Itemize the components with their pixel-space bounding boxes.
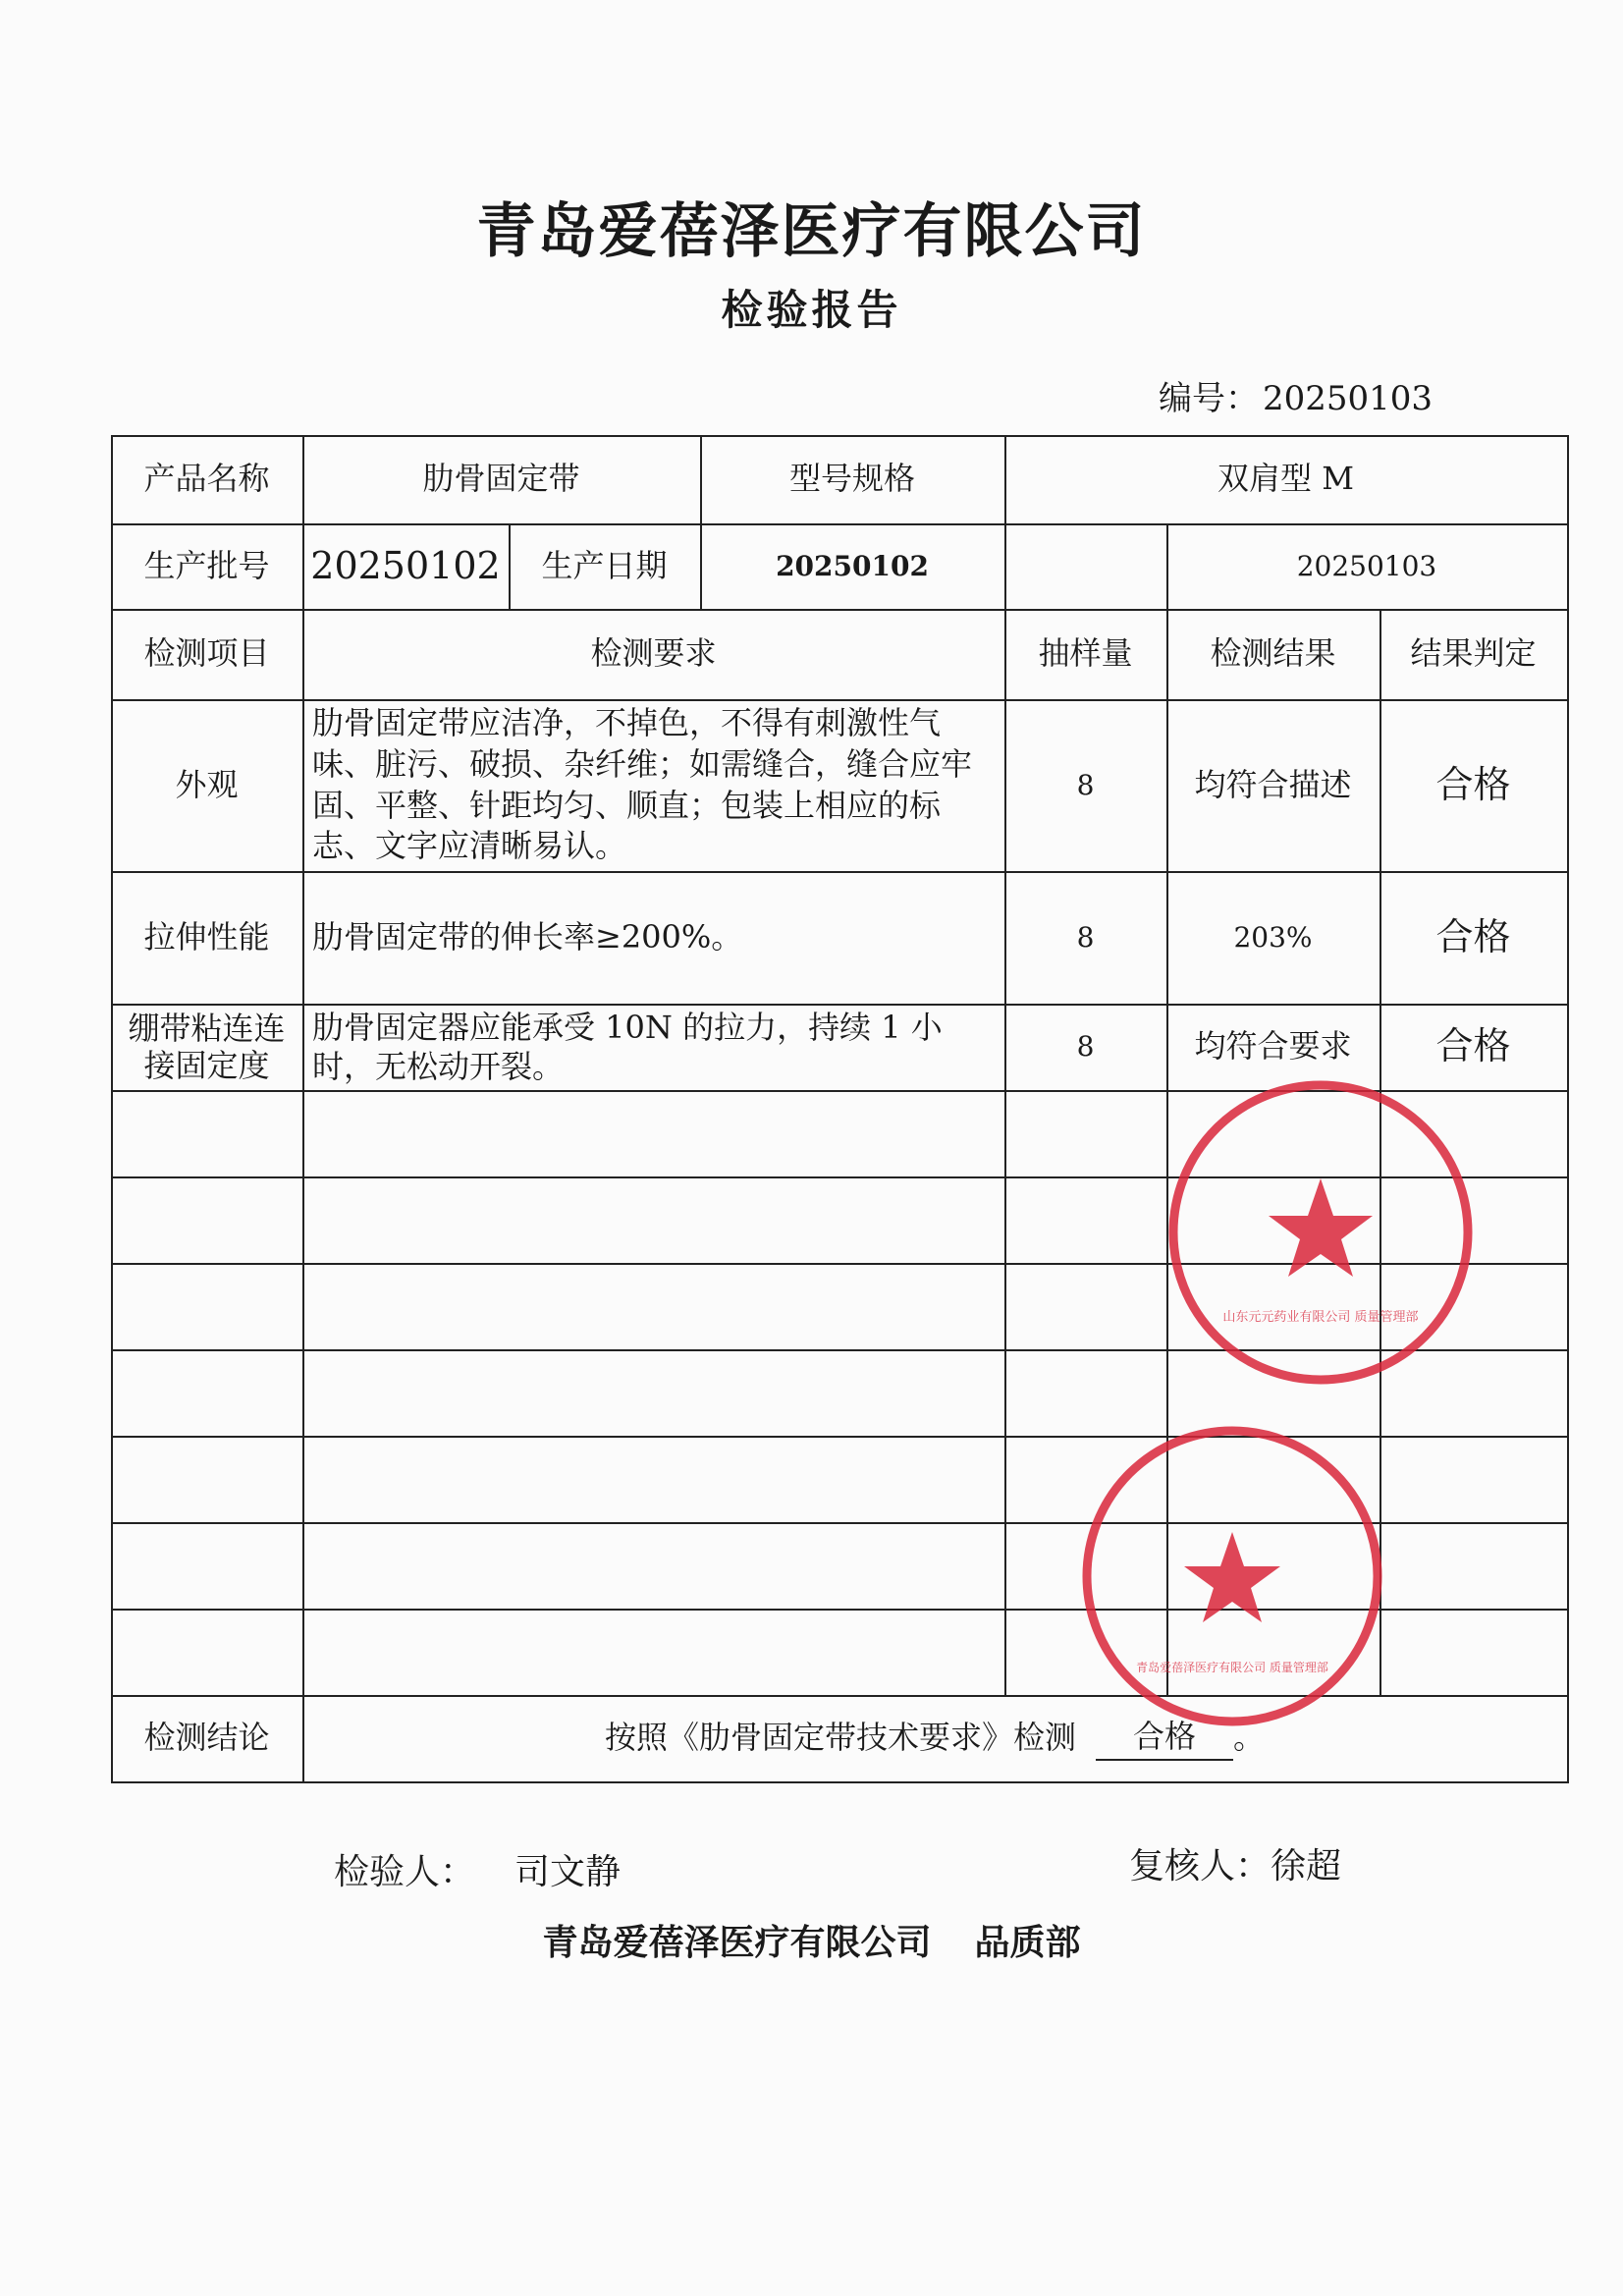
reviewer-label: 复核人： [1129,1846,1271,1886]
conclusion-suffix: 。 [1233,1719,1266,1757]
conclusion-prefix: 按照《肋骨固定带技术要求》检测 [604,1719,1076,1757]
col-item: 检测项目 [143,634,270,673]
inspector [334,1844,621,1894]
conclusion-label: 检测结论 [143,1719,270,1757]
table-row-sample: 8 [1076,1030,1095,1064]
conclusion [302,1695,1567,1781]
table-row-result: 203% [1233,920,1313,954]
report-title: 检验报告 [721,286,902,334]
col-requirement: 检测要求 [590,634,717,673]
table-row-judgement: 合格 [1435,914,1511,958]
serial-label: 编号： [1159,379,1259,418]
footer-company: 青岛爱蓓泽医疗有限公司 [542,1923,932,1963]
table-row-result: 均符合要求 [1194,1027,1352,1066]
col-sample: 抽样量 [1038,634,1133,673]
table-row-judgement: 合格 [1435,1024,1511,1068]
table-row-requirement: 肋骨固定器应能承受 10N 的拉力，持续 1 小时，无松动开裂。 [312,1009,943,1085]
model-label: 型号规格 [788,460,915,498]
col-result: 检测结果 [1210,634,1336,673]
conclusion-value: 合格 [1096,1716,1233,1760]
table-row-item: 外观 [175,765,239,803]
inspection-date-value: 20250103 [1296,549,1437,582]
footer-department: 品质部 [974,1923,1081,1963]
table-row-result: 均符合描述 [1194,765,1352,803]
inspector-label: 检验人： [334,1852,476,1892]
production-date-value: 20250102 [776,549,929,582]
product-name-value: 肋骨固定带 [422,460,580,498]
department-footer [0,1915,1623,1965]
table-row-sample: 8 [1076,920,1095,954]
inspector-name: 司文静 [514,1852,622,1892]
batch-value: 20250102 [310,543,501,587]
table-row-item: 绷带粘连连接固定度 [128,1009,286,1084]
reviewer-name: 徐超 [1271,1846,1342,1886]
col-judgement: 结果判定 [1410,634,1537,673]
serial-value: 20250103 [1263,379,1434,418]
table-row-item: 拉伸性能 [143,917,270,956]
production-date-label: 生产日期 [541,546,668,584]
table-row-judgement: 合格 [1435,762,1511,806]
company-title: 青岛爱蓓泽医疗有限公司 [476,197,1147,266]
model-value: 双肩型 M [1217,460,1354,498]
table-row-sample: 8 [1076,768,1095,801]
product-name-label: 产品名称 [143,460,270,498]
table-row-requirement: 肋骨固定带的伸长率≥200%。 [312,917,743,956]
batch-label: 生产批号 [143,546,270,584]
stamp1-text: 山东元元药业有限公司 质量管理部 [1222,1310,1419,1325]
table-row-requirement: 肋骨固定带应洁净，不掉色，不得有刺激性气味、脏污、破损、杂纤维；如需缝合，缝合应牢固、平整、针距均匀、顺直；包装上相应的标志、文字应清晰易认。 [312,704,973,865]
stamp2-text: 青岛爱蓓泽医疗有限公司 质量管理部 [1136,1661,1328,1674]
reviewer [1129,1838,1341,1888]
